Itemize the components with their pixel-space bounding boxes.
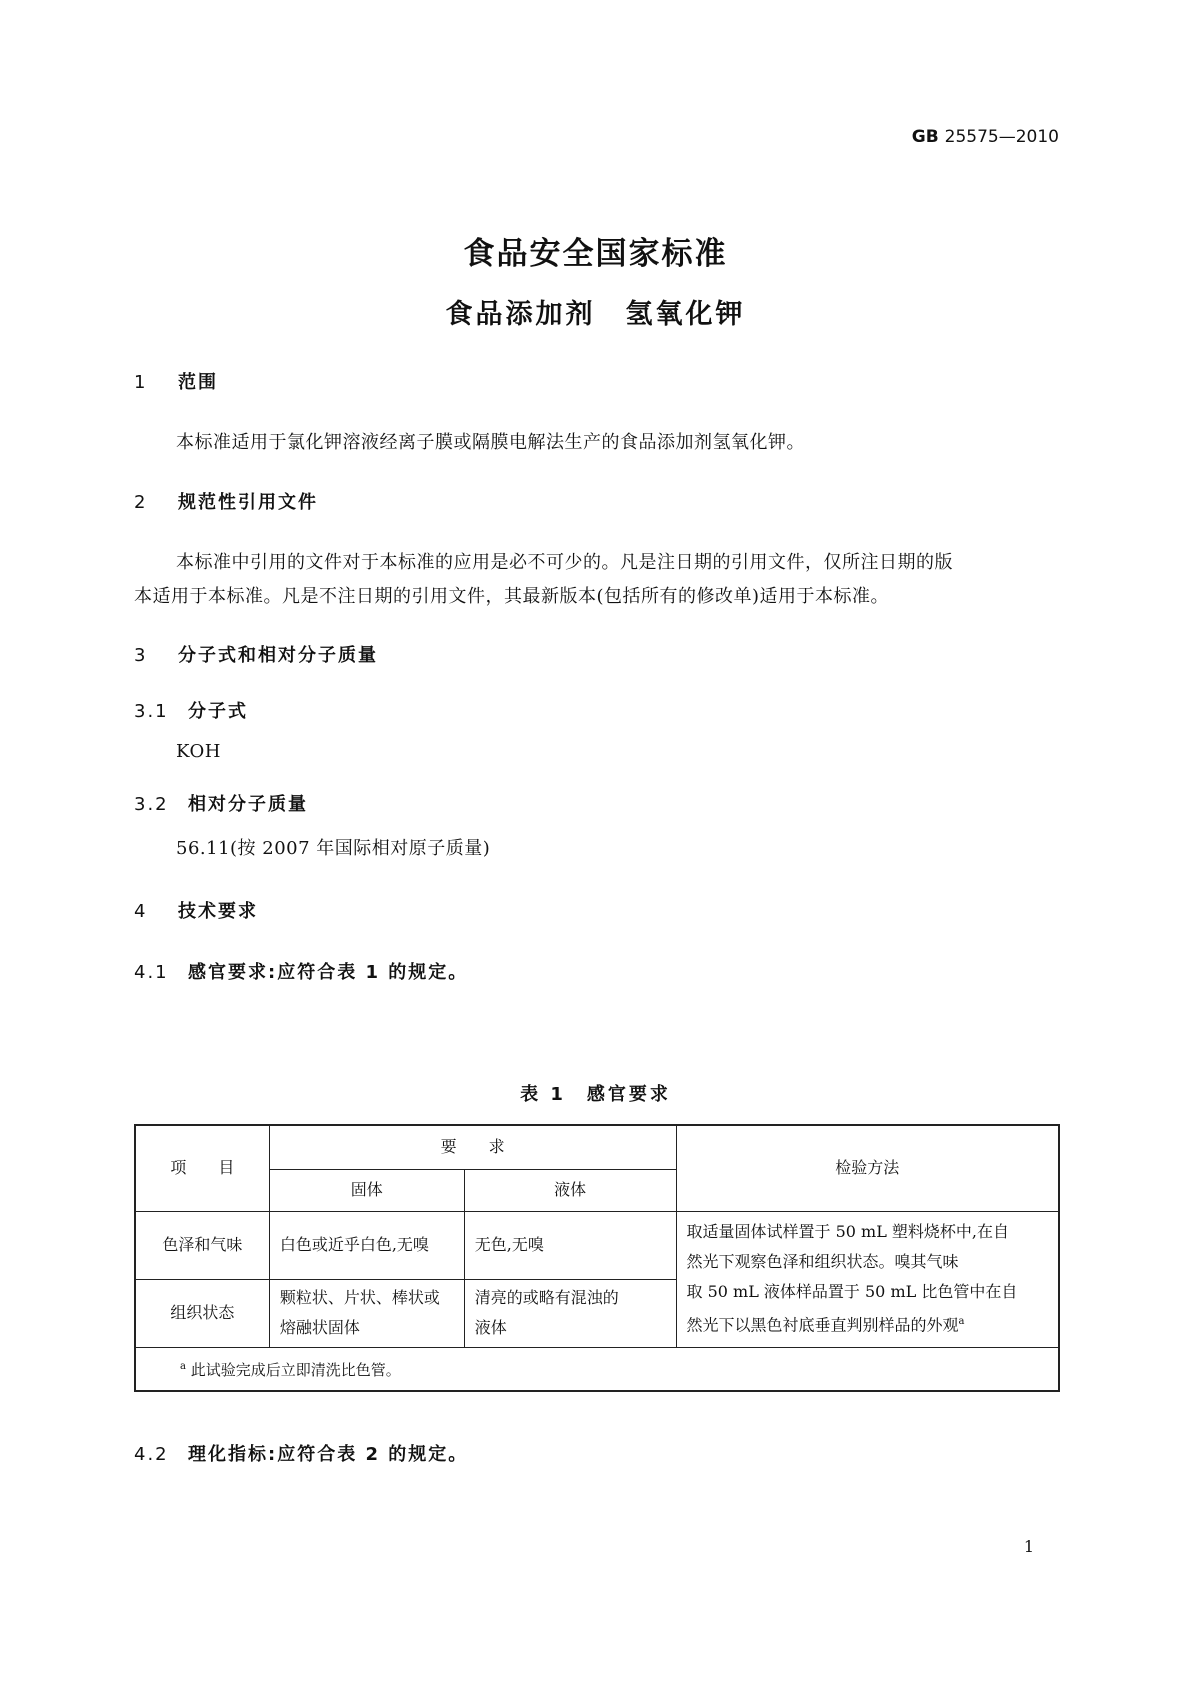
section-title: 感官要求:应符合表 1 的规定。 [188, 962, 469, 983]
table-row [135, 1211, 1059, 1279]
table-footnote-row [135, 1347, 1059, 1391]
molecular-formula: KOH [176, 741, 221, 762]
section-1-body: 本标准适用于氯化钾溶液经离子膜或隔膜电解法生产的食品添加剂氢氧化钾。 [176, 432, 805, 453]
method-line: 取 50 mL 液体样品置于 50 mL 比色管中在自 [686, 1282, 1018, 1302]
table-header-row [135, 1125, 1059, 1169]
section-3-2-heading [134, 790, 308, 816]
method-line: 取适量固体试样置于 50 mL 塑料烧杯中,在自 [686, 1222, 1010, 1242]
header-liquid: 液体 [464, 1169, 676, 1211]
standard-prefix: GB [911, 127, 939, 147]
standard-code [912, 127, 1059, 147]
section-number: 4.1 [134, 962, 169, 983]
section-title: 相对分子质量 [188, 794, 308, 815]
section-4-1-heading [134, 958, 468, 984]
section-title: 范围 [178, 372, 218, 393]
section-4-2-heading [134, 1440, 468, 1466]
sub-title: 食品添加剂 氢氧化钾 [445, 299, 746, 330]
section-number: 1 [134, 372, 148, 393]
section-number: 4 [134, 901, 148, 922]
section-title: 分子式和相对分子质量 [178, 645, 378, 666]
row-item: 组织状态 [135, 1279, 269, 1347]
section-3-1-heading [134, 697, 248, 723]
row-item: 色泽和气味 [135, 1211, 269, 1279]
row-liquid: 无色,无嗅 [464, 1211, 676, 1279]
header-requirement: 要 求 [269, 1125, 676, 1169]
main-title: 食品安全国家标准 [463, 236, 728, 272]
table-footnote [135, 1347, 1059, 1391]
header-item: 项 目 [135, 1125, 269, 1211]
section-number: 4.2 [134, 1444, 169, 1465]
section-2-body-line1: 本标准中引用的文件对于本标准的应用是必不可少的。凡是注日期的引用文件，仅所注日期的版 [176, 552, 953, 573]
section-4-heading [134, 897, 258, 923]
method-cell [676, 1211, 1059, 1347]
row-solid: 颗粒状、片状、棒状或 熔融状固体 [269, 1279, 464, 1347]
table-1-caption: 表 1 感官要求 [520, 1084, 671, 1105]
standard-number: 25575—2010 [944, 127, 1059, 147]
section-1-heading [134, 368, 218, 394]
section-title: 理化指标:应符合表 2 的规定。 [188, 1444, 469, 1465]
footnote-mark: a [958, 1316, 965, 1328]
section-number: 3.2 [134, 794, 169, 815]
row-liquid: 清亮的或略有混浊的 液体 [464, 1279, 676, 1347]
row-solid: 白色或近乎白色,无嗅 [269, 1211, 464, 1279]
page-number: 1 [1023, 1537, 1034, 1556]
section-number: 3.1 [134, 701, 169, 722]
molecular-mass: 56.11(按 2007 年国际相对原子质量) [176, 838, 491, 859]
table-1 [134, 1124, 1060, 1392]
section-title: 规范性引用文件 [178, 492, 318, 513]
header-method: 检验方法 [676, 1125, 1059, 1211]
section-number: 3 [134, 645, 148, 666]
section-2-heading [134, 488, 318, 514]
section-title: 分子式 [188, 701, 248, 722]
header-solid: 固体 [269, 1169, 464, 1211]
section-title: 技术要求 [178, 901, 258, 922]
section-number: 2 [134, 492, 148, 513]
footnote-text: 此试验完成后立即清洗比色管。 [190, 1361, 401, 1380]
section-3-heading [134, 641, 378, 667]
section-2-body-line2: 本适用于本标准。凡是不注日期的引用文件，其最新版本(包括所有的修改单)适用于本标准。 [134, 586, 890, 607]
method-line-last: 然光下以黑色衬底垂直判别样品的外观$^a$ [686, 1315, 965, 1335]
method-line: 然光下观察色泽和组织状态。嗅其气味 [686, 1252, 959, 1272]
footnote-mark: a [180, 1361, 186, 1373]
